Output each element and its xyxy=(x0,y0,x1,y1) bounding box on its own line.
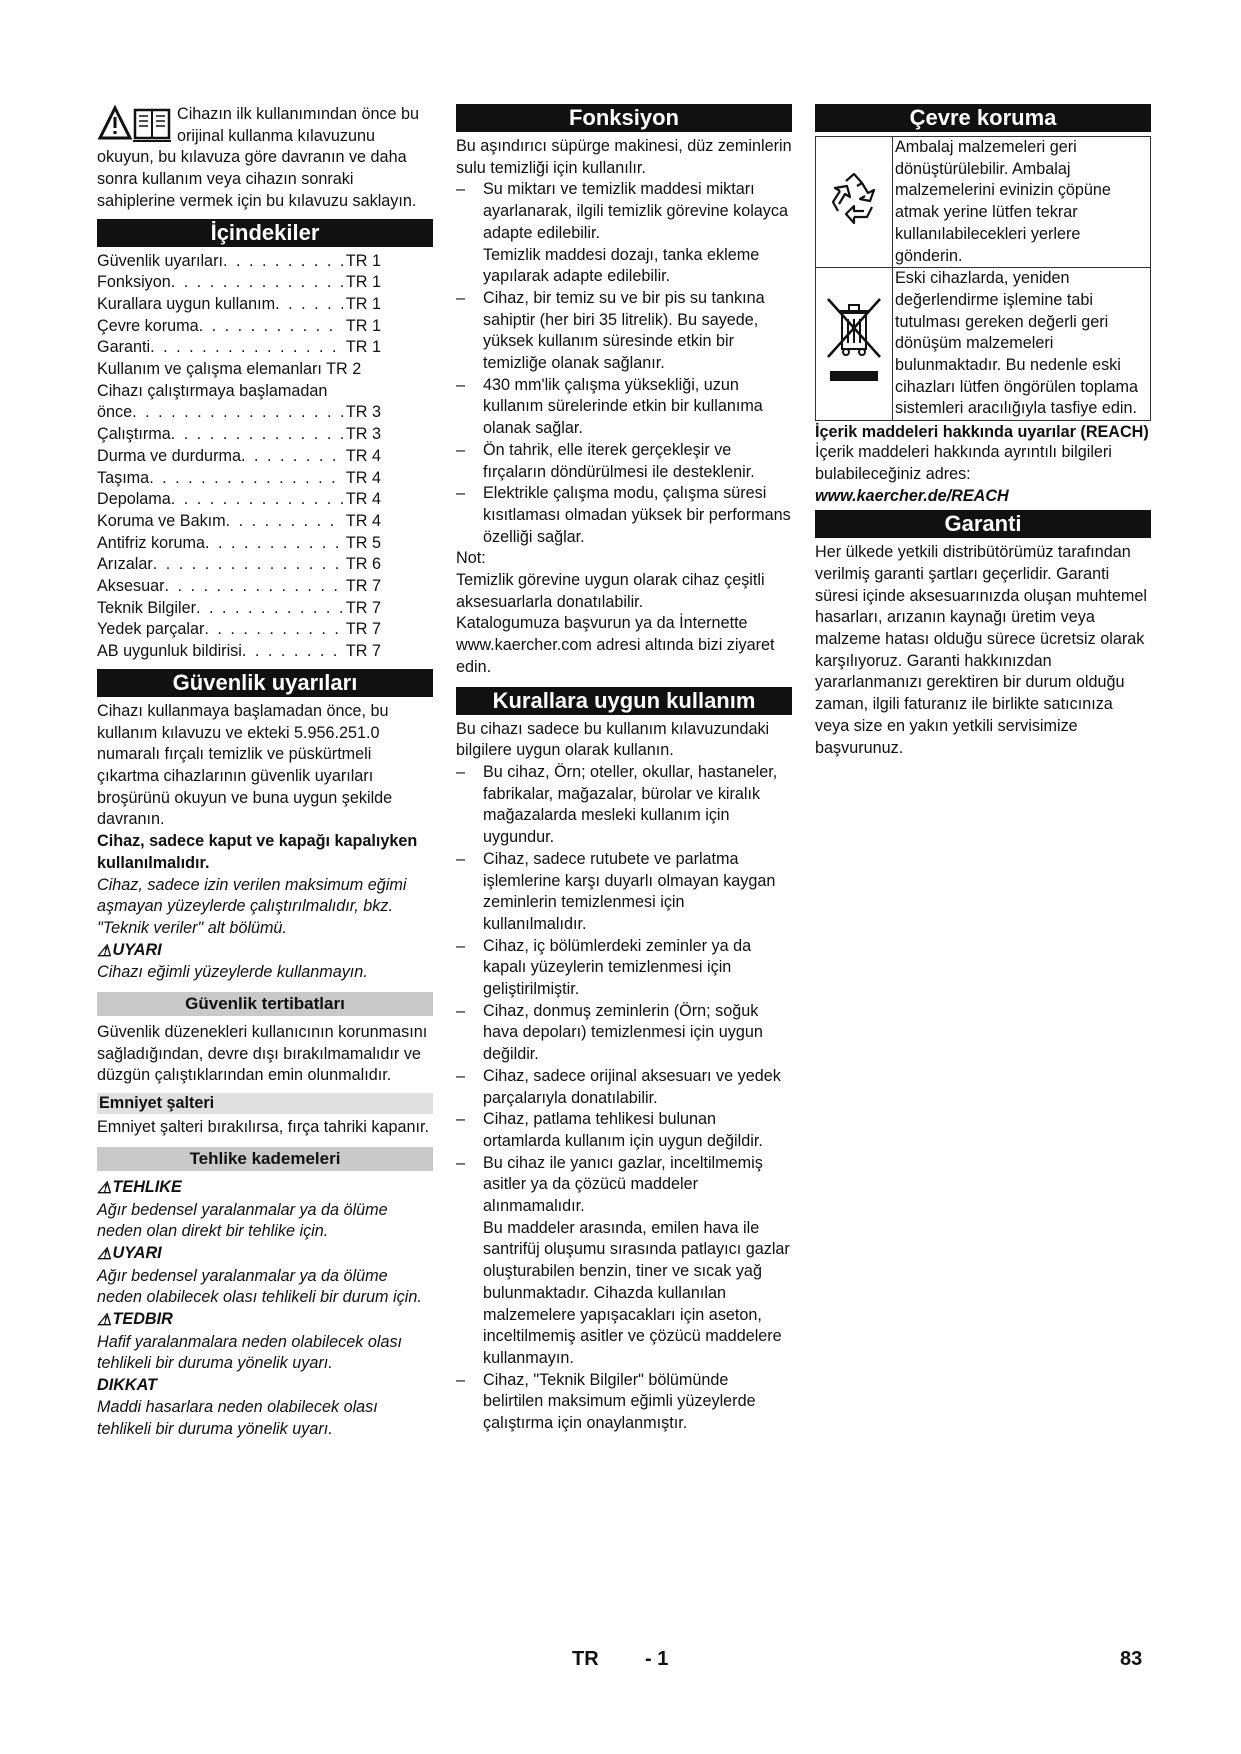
toc-item[interactable] xyxy=(97,489,381,511)
toc-leader-dots xyxy=(171,272,343,294)
toc-item-page: TR 3 xyxy=(345,425,381,444)
usage-intro: Bu cihazı sadece bu kullanım kılavuzundaki bilgilere uygun olarak kullanın. xyxy=(456,719,770,760)
emergency-switch-text: Emniyet şalteri bırakılırsa, fırça tahriki kapanır. xyxy=(97,1118,429,1137)
toc-item-title: Kurallara uygun kullanım xyxy=(97,294,276,313)
list-item: – Bu cihaz, Örn; oteller, okullar, hastaneler, fabrikalar, mağazalar, bürolar ve kiralık mağazalarda mesleki kullanım için uygundur. xyxy=(456,762,792,849)
warning-triangle-icon: ⚠ xyxy=(97,1244,112,1263)
toc-item[interactable] xyxy=(97,641,381,663)
toc-item-page: TR 5 xyxy=(345,533,381,552)
emergency-switch-heading: Emniyet şalteri xyxy=(97,1093,433,1114)
list-item: – Elektrikle çalışma modu, çalışma süresi kısıtlaması olmadan yüksek bir performans özelliği sağlar. xyxy=(456,483,792,548)
footer-section-page: - 1 xyxy=(645,1648,669,1670)
toc-item[interactable] xyxy=(97,598,381,620)
toc-item-title: AB uygunluk bildirisi xyxy=(97,642,242,661)
toc-item-title: Depolama xyxy=(97,490,171,509)
toc-item-page: TR 7 xyxy=(345,577,381,596)
danger-level-label: ⚠TEDBIR xyxy=(97,1309,433,1332)
toc-leader-dots xyxy=(132,402,343,424)
crossed-bin-icon xyxy=(822,291,886,391)
footer-page-number: 83 xyxy=(1120,1648,1143,1670)
list-item-extra: Temizlik maddesi dozajı, tanka ekleme yapılarak adapte edilebilir. xyxy=(483,245,760,286)
toc-item-title: önce xyxy=(97,403,133,422)
toc-item[interactable] xyxy=(97,511,381,533)
toc-item-page: TR 3 xyxy=(345,403,381,422)
weee-icon-cell xyxy=(816,268,893,421)
danger-level-text: Ağır bedensel yaralanmalar ya da ölüme neden olabilecek olası tehlikeli bir durum için. xyxy=(97,1266,422,1307)
toc-leader-dots xyxy=(226,511,343,533)
environment-heading: Çevre koruma xyxy=(815,104,1151,132)
warning-triangle-icon: ⚠ xyxy=(97,941,112,960)
column-right xyxy=(815,104,1151,759)
toc-leader-dots xyxy=(171,489,343,511)
list-item: – Cihaz, sadece rutubete ve parlatma işlemlerine karşı duyarlı olmayan kaygan zeminlerin temizlenmesi için kullanılmalıdır. xyxy=(456,849,792,936)
list-item: – Cihaz, patlama tehlikesi bulunan ortamlarda kullanım için uygun değildir. xyxy=(456,1109,792,1152)
toc-leader-dots xyxy=(242,641,343,663)
safety-heading: Güvenlik uyarıları xyxy=(97,669,433,697)
column-middle xyxy=(456,104,792,1435)
toc-item-title: Teknik Bilgiler xyxy=(97,598,196,617)
toc-item-title: Güvenlik uyarıları xyxy=(97,251,223,270)
warning-triangle-icon: ⚠ xyxy=(97,1178,112,1197)
danger-level-text: Hafif yaralanmalara neden olabilecek olası tehlikeli bir duruma yönelik uyarı. xyxy=(97,1332,403,1373)
toc-item[interactable] xyxy=(97,554,381,576)
toc-leader-dots xyxy=(205,533,343,555)
toc-item-title: Cihazı çalıştırmaya başlamadan xyxy=(97,381,328,400)
intro-text: Cihazın ilk kullanımından önce bu orijinal kullanma kılavuzunu okuyun, bu kılavuza göre davranın ve daha sonra kullanım veya cihazın sonraki sahiplerine vermek için bu kılavuzu saklayın. xyxy=(97,105,420,210)
usage-list xyxy=(456,762,792,1435)
toc-leader-dots xyxy=(149,468,343,490)
toc-item[interactable] xyxy=(97,337,381,359)
toc-item-page: TR 1 xyxy=(345,251,381,270)
toc-item-title: Durma ve durdurma xyxy=(97,446,241,465)
toc-item-page: TR 7 xyxy=(345,642,381,661)
danger-level-text: Ağır bedensel yaralanmalar ya da ölüme neden olan direkt bir tehlike için. xyxy=(97,1200,388,1241)
safety-warning-text: Cihazı eğimli yüzeylerde kullanmayın. xyxy=(97,963,368,982)
toc-item[interactable] xyxy=(97,251,381,273)
toc-item-title: Çalıştırma xyxy=(97,425,171,444)
toc-leader-dots xyxy=(171,424,343,446)
list-item: – Bu cihaz ile yanıcı gazlar, inceltilmemiş asitler ya da çözücü maddeler alınmamalıdır. Bu maddeler arasında, emilen hava ile santrifüj oluşumu sırasında patlayıcı gazlar oluşturabilen benzin, tiner ve sıcak yağ bulunmaktadır. Cihazda kullanılan malzemelere yapışacakları için aseton, inceltilmemiş asitler ve çözücü maddelere kullanmayın. xyxy=(456,1153,792,1370)
recycle-text: Ambalaj malzemeleri geri dönüştürülebilir. Ambalaj malzemelerini evinizin çöpüne atmak yerine lütfen tekrar kullanılabilecekleri yerlere gönderin. xyxy=(893,137,1151,268)
function-note-1: Temizlik görevine uygun olarak cihaz çeşitli aksesuarlarla donatılabilir. xyxy=(456,571,765,611)
warranty-heading: Garanti xyxy=(815,510,1151,538)
list-item: – Su miktarı ve temizlik maddesi miktarı ayarlanarak, ilgili temizlik görevine kolayca adapte edilebilir. Temizlik maddesi dozajı, tanka ekleme yapılarak adapte edilebilir. xyxy=(456,179,792,288)
toc-item-title: Fonksiyon xyxy=(97,273,171,292)
toc-leader-dots xyxy=(199,316,343,338)
toc-item-title: Antifriz koruma xyxy=(97,533,205,552)
warning-triangle-icon: ⚠ xyxy=(97,1311,112,1330)
safety-devices-text: Güvenlik düzenekleri kullanıcının korunmasını sağladığından, devre dışı bırakılmamalıdır ve düzgün çalıştıklarından emin olunmalıdır. xyxy=(97,1023,428,1085)
list-item: – Cihaz, iç bölümlerdeki zeminler ya da kapalı yüzeylerin temizlenmesi için geliştirilmiştir. xyxy=(456,936,792,1001)
toc-leader-dots xyxy=(204,619,343,641)
warning-manual-icon xyxy=(97,104,175,144)
toc-item-title: Garanti xyxy=(97,338,151,357)
function-note-2: Katalogumuza başvurun ya da İnternette www.kaercher.com adresi altında bizi ziyaret edin. xyxy=(456,614,775,676)
toc-item-page: TR 1 xyxy=(345,294,381,313)
list-item: – Ön tahrik, elle iterek gerçekleşir ve fırçaların döndürülmesi ile desteklenir. xyxy=(456,440,792,483)
toc-item-page: TR 4 xyxy=(345,468,381,487)
toc-leader-dots xyxy=(223,251,343,273)
toc-item[interactable] xyxy=(97,294,381,316)
recycle-icon xyxy=(824,169,884,229)
list-item-extra: Bu maddeler arasında, emilen hava ile santrifüj oluşumu sırasında patlayıcı gazlar oluşturabilen benzin, tiner ve sıcak yağ bulunmaktadır. Cihazda kullanılan malzemelere yapışacakları için aseton, inceltilmemiş asitler ve çözücü maddelere kullanmayın. xyxy=(483,1218,790,1367)
toc-leader-dots xyxy=(150,337,343,359)
toc-item-page: TR 1 xyxy=(345,273,381,292)
danger-level-label: ⚠UYARI xyxy=(97,1243,433,1266)
list-item: – 430 mm'lik çalışma yüksekliği, uzun kullanım sürelerinde etkin bir kullanıma olanak sağlar. xyxy=(456,375,792,440)
weee-text: Eski cihazlarda, yeniden değerlendirme işlemine tabi tutulması gereken değerli geri dönüşüm malzemeleri bulunmaktadır. Bu nedenle eski cihazları lütfen öngörülen toplama sistemleri aracılığıyla tasfiye edin. xyxy=(893,268,1151,421)
usage-heading: Kurallara uygun kullanım xyxy=(456,687,792,715)
list-item: – Cihaz, donmuş zeminlerin (Örn; soğuk hava depoları) temizlenmesi için uygun değildir. xyxy=(456,1001,792,1066)
toc-heading: İçindekiler xyxy=(97,219,433,247)
toc-item-title: Yedek parçalar xyxy=(97,620,205,639)
table-of-contents xyxy=(97,251,381,663)
environment-table xyxy=(815,136,1151,421)
toc-leader-dots xyxy=(275,294,343,316)
toc-leader-dots xyxy=(153,554,343,576)
function-heading: Fonksiyon xyxy=(456,104,792,132)
toc-item-title: Taşıma xyxy=(97,468,150,487)
danger-level-label: ⚠TEHLIKE xyxy=(97,1177,433,1200)
safety-bold-note: Cihaz, sadece kaput ve kapağı kapalıyken kullanılmalıdır. xyxy=(97,832,418,872)
list-item: – Cihaz, "Teknik Bilgiler" bölümünde belirtilen maksimum eğimli yüzeylerde çalıştırma için onaylanmıştır. xyxy=(456,1370,792,1435)
toc-item-page: TR 6 xyxy=(345,555,381,574)
list-item: – Cihaz, sadece orijinal aksesuarı ve yedek parçalarıyla donatılabilir. xyxy=(456,1066,792,1109)
warranty-text: Her ülkede yetkili distribütörümüz tarafından verilmiş garanti şartları geçerlidir. Garanti süresi içinde aksesuarınızda oluşan muhtemel hasarları, arızanın kaynağı üretim veya malzeme hatası olduğu sürece ücretsiz olarak karşılıyoruz. Garanti hakkınızdan yararlanmanızı gerektiren bir durum olduğu zaman, ilgili faturanız ile birlikte satıcınıza veya size en yakın yetkili servisimize başvurunuz. xyxy=(815,543,1148,757)
toc-item-page: TR 1 xyxy=(345,338,381,357)
function-intro: Bu aşındırıcı süpürge makinesi, düz zeminlerin sulu temizliği için kullanılır. xyxy=(456,137,792,177)
toc-leader-dots xyxy=(164,576,342,598)
footer-language: TR xyxy=(572,1648,599,1670)
danger-levels-heading: Tehlike kademeleri xyxy=(97,1147,433,1171)
toc-item-title: Kullanım ve çalışma elemanları TR 2 xyxy=(97,360,362,379)
toc-leader-dots xyxy=(196,598,343,620)
recycle-icon-cell xyxy=(816,137,893,268)
danger-level-label: DIKKAT xyxy=(97,1376,157,1395)
safety-paragraph: Cihazı kullanmaya başlamadan önce, bu kullanım kılavuzu ve ekteki 5.956.251.0 numaralı fırçalı temizlik ve püskürtmeli çıkartma cihazlarının güvenlik uyarıları broşürünü okuyun ve buna uygun şekilde davranın. xyxy=(97,701,393,829)
reach-heading: İçerik maddeleri hakkında uyarılar (REACH) xyxy=(815,423,1149,442)
toc-item-title: Arızalar xyxy=(97,555,153,574)
toc-item-page: TR 1 xyxy=(345,316,381,335)
page-footer xyxy=(0,1648,1241,1678)
list-item: – Cihaz, bir temiz su ve bir pis su tankına sahiptir (her biri 35 litrelik). Bu sayede, yüksek kullanım süresinde etkin bir temizliğe olanak sağlanır. xyxy=(456,288,792,375)
function-list xyxy=(456,179,792,548)
safety-devices-heading: Güvenlik tertibatları xyxy=(97,992,433,1016)
toc-item[interactable] xyxy=(97,576,381,598)
toc-item-title: Aksesuar xyxy=(97,577,165,596)
function-note-label: Not: xyxy=(456,549,486,568)
toc-item[interactable] xyxy=(97,316,381,338)
toc-item[interactable] xyxy=(97,468,381,490)
toc-item-title: Çevre koruma xyxy=(97,316,199,335)
toc-item[interactable] xyxy=(97,424,381,446)
toc-item-page: TR 7 xyxy=(345,598,381,617)
toc-item[interactable] xyxy=(97,446,381,468)
toc-item-page: TR 4 xyxy=(345,446,381,465)
toc-item[interactable] xyxy=(97,619,381,641)
column-left xyxy=(97,104,433,1440)
reach-text: İçerik maddeleri hakkında ayrıntılı bilgileri bulabileceğiniz adres: xyxy=(815,443,1112,483)
danger-levels-list xyxy=(97,1177,433,1440)
toc-item[interactable] xyxy=(97,533,381,555)
toc-item-title: Koruma ve Bakım xyxy=(97,511,226,530)
toc-item-page: TR 4 xyxy=(345,511,381,530)
toc-item-page: TR 4 xyxy=(345,490,381,509)
toc-item-page: TR 7 xyxy=(345,620,381,639)
reach-url[interactable]: www.kaercher.de/REACH xyxy=(815,486,1009,505)
safety-italic-note: Cihaz, sadece izin verilen maksimum eğimi aşmayan yüzeylerde çalıştırılmalıdır, bkz. "Teknik veriler" alt bölümü. xyxy=(97,875,407,937)
toc-item[interactable] xyxy=(97,272,381,294)
safety-warning-label: ⚠UYARI xyxy=(97,940,433,963)
danger-level-text: Maddi hasarlara neden olabilecek olası tehlikeli bir duruma yönelik uyarı. xyxy=(97,1397,378,1438)
intro-block xyxy=(97,104,433,213)
toc-item[interactable] xyxy=(97,381,381,403)
toc-item[interactable] xyxy=(97,359,381,381)
toc-leader-dots xyxy=(241,446,343,468)
toc-item[interactable] xyxy=(97,402,381,424)
